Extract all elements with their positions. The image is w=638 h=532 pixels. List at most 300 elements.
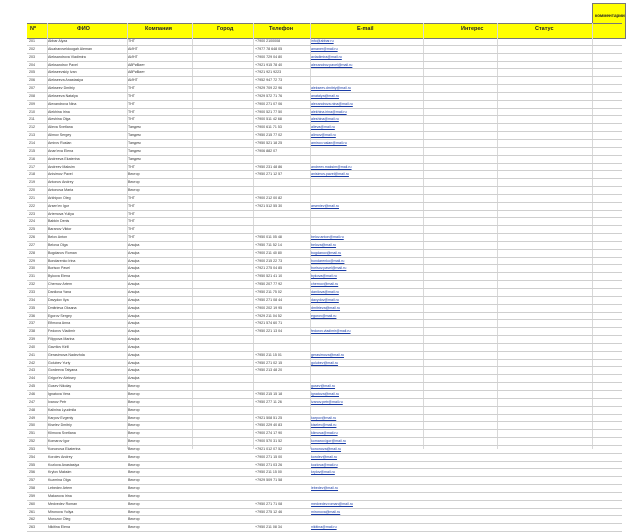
cell-company: Вектор bbox=[128, 399, 140, 404]
cell-name: Klimova Svetlana bbox=[48, 431, 76, 436]
cell-phone: +7950 271 12 57 bbox=[255, 172, 283, 177]
table-row[interactable] bbox=[27, 297, 622, 305]
cell-number: 249 bbox=[29, 415, 35, 420]
cell-company: Тандем bbox=[128, 156, 141, 161]
cell-email[interactable]: alekseev.dmitriy@mail.ru bbox=[311, 86, 351, 91]
cell-company: ТНТ bbox=[128, 227, 135, 232]
cell-phone: +7921 915 78 40 bbox=[255, 62, 283, 67]
table-row[interactable] bbox=[27, 477, 622, 485]
cell-company: Вектор bbox=[128, 446, 140, 451]
cell-number: 261 bbox=[29, 509, 35, 514]
cell-email[interactable]: krylov@mail.ru bbox=[311, 470, 335, 475]
cell-name: Danilova Yana bbox=[48, 290, 72, 294]
cell-name: Alekseeva Anastasiya bbox=[48, 78, 83, 83]
cell-name: Nikitina Elena bbox=[48, 525, 70, 530]
cell-phone: +7921 508 51 25 bbox=[255, 415, 283, 420]
cell-email[interactable]: amaner@mail.ru bbox=[311, 46, 338, 51]
cell-phone: +7950 215 15 18 bbox=[255, 391, 283, 396]
table-row[interactable] bbox=[27, 226, 622, 234]
cell-phone: +7950 521 41 10 bbox=[255, 274, 283, 279]
table-row[interactable] bbox=[27, 469, 622, 477]
cell-number: 239 bbox=[29, 337, 35, 342]
cell-name: Borisov Pavel bbox=[48, 266, 70, 271]
cell-email[interactable]: amirov.ruslan@mail.ru bbox=[311, 140, 347, 145]
cell-company: Вектор bbox=[128, 517, 140, 522]
table-row[interactable] bbox=[27, 281, 622, 289]
cell-company: ТНТ bbox=[128, 39, 135, 43]
cell-email[interactable]: komarov.igor@mail.ru bbox=[311, 439, 346, 444]
table-row[interactable] bbox=[27, 54, 622, 62]
table-row[interactable] bbox=[27, 109, 622, 117]
cell-number: 205 bbox=[29, 70, 35, 75]
cell-company: Альфа bbox=[128, 352, 140, 357]
table-row[interactable] bbox=[27, 179, 622, 187]
cell-phone: +7900 211 40 80 bbox=[255, 250, 282, 255]
cell-email[interactable]: info@abbar.ru bbox=[311, 39, 334, 43]
cell-number: 217 bbox=[29, 164, 35, 169]
header-row bbox=[27, 23, 622, 39]
cell-email[interactable]: alimov@mail.ru bbox=[311, 133, 336, 138]
cell-email[interactable]: andreev.maksim@mail.ru bbox=[311, 164, 352, 169]
cell-number: 255 bbox=[29, 462, 35, 467]
cell-phone: +7950 011 05 48 bbox=[255, 235, 282, 240]
cell-email[interactable]: golubev@mail.ru bbox=[311, 360, 339, 365]
cell-company: ТНТ bbox=[128, 109, 135, 114]
table-row[interactable] bbox=[27, 250, 622, 258]
cell-name: Arsen'ev Igor bbox=[48, 203, 70, 208]
cell-company: Вектор bbox=[128, 180, 140, 185]
cell-email[interactable]: alexandrova.nina@mail.ru bbox=[311, 101, 353, 106]
cell-number: 263 bbox=[29, 525, 35, 530]
cell-number: 222 bbox=[29, 203, 35, 208]
cell-number: 219 bbox=[29, 180, 35, 185]
cell-number: 224 bbox=[29, 219, 35, 224]
cell-phone: +7900 202 19 95 bbox=[255, 305, 283, 310]
cell-phone: +7900 511 42 68 bbox=[255, 117, 282, 122]
table-row[interactable] bbox=[27, 101, 622, 109]
cell-number: 214 bbox=[29, 140, 35, 145]
cell-email[interactable]: karpov@mail.ru bbox=[311, 415, 337, 420]
cell-name: Alexandrova Nina bbox=[48, 101, 77, 106]
table-row[interactable] bbox=[27, 524, 622, 532]
header-company[interactable]: Компания bbox=[145, 26, 173, 32]
cell-phone: +7929 709 22 96 bbox=[255, 86, 283, 91]
table-row[interactable] bbox=[27, 422, 622, 430]
cell-phone: +7950 211 75 02 bbox=[255, 290, 282, 294]
cell-name: Alekseeva Natalya bbox=[48, 93, 78, 98]
cell-number: 209 bbox=[29, 101, 35, 106]
cell-phone: +7921 275 04 85 bbox=[255, 266, 283, 271]
table-row[interactable] bbox=[27, 69, 622, 77]
cell-number: 232 bbox=[29, 282, 35, 287]
table-row[interactable] bbox=[27, 328, 622, 336]
cell-name: Grigor'ev Aleksey bbox=[48, 376, 76, 381]
cell-email[interactable]: dmitrieva@mail.ru bbox=[311, 305, 341, 310]
cell-company: Альфа bbox=[128, 321, 140, 326]
cell-phone: +7906 882 07 bbox=[255, 148, 278, 153]
cell-name: Medvedev Roman bbox=[48, 501, 78, 506]
table-body bbox=[27, 38, 622, 532]
cell-phone: +7929 572 71 76 bbox=[255, 93, 283, 98]
header-status[interactable]: Статус bbox=[535, 26, 554, 32]
table-row[interactable] bbox=[27, 446, 622, 454]
cell-number: 234 bbox=[29, 297, 35, 302]
cell-company: Вектор bbox=[128, 509, 140, 514]
cell-number: 235 bbox=[29, 305, 35, 310]
cell-number: 245 bbox=[29, 384, 35, 389]
table-row[interactable] bbox=[27, 438, 622, 446]
cell-email[interactable]: anisimov.pavel@mail.ru bbox=[311, 172, 349, 177]
table-row[interactable] bbox=[27, 116, 622, 124]
table-row[interactable] bbox=[27, 187, 622, 195]
cell-company: ТНТ bbox=[128, 164, 135, 169]
cell-name: Kalinina Lyudmila bbox=[48, 407, 77, 412]
cell-number: 262 bbox=[29, 517, 35, 522]
table-row[interactable] bbox=[27, 501, 622, 509]
cell-number: 260 bbox=[29, 501, 35, 506]
table-row[interactable] bbox=[27, 38, 622, 46]
cell-company: Альфа bbox=[128, 290, 140, 294]
cell-company: ТНТ bbox=[128, 203, 135, 208]
cell-phone: +7950 229 40 83 bbox=[255, 423, 283, 428]
cell-phone: +7950 215 77 02 bbox=[255, 133, 283, 138]
spreadsheet bbox=[27, 3, 625, 530]
cell-name: Gordeeva Tatyana bbox=[48, 368, 78, 373]
cell-name: Anisimov Pavel bbox=[48, 172, 73, 177]
cell-phone: +7900 271 07 06 bbox=[255, 101, 283, 106]
cell-number: 242 bbox=[29, 360, 35, 365]
table-row[interactable] bbox=[27, 375, 622, 383]
cell-phone: +7977 78 648 05 bbox=[255, 46, 283, 51]
header-number[interactable]: Nº bbox=[30, 26, 36, 32]
cell-number: 211 bbox=[29, 117, 35, 122]
table-row[interactable] bbox=[27, 399, 622, 407]
cell-name: Arkhipov Oleg bbox=[48, 195, 71, 200]
cell-company: АйРиВиет bbox=[128, 70, 145, 75]
cell-email[interactable]: bykova@mail.ru bbox=[311, 274, 337, 279]
table-row[interactable] bbox=[27, 46, 622, 54]
cell-company: Вектор bbox=[128, 486, 140, 491]
cell-name: Komarov Igor bbox=[48, 439, 70, 444]
cell-number: 257 bbox=[29, 478, 35, 483]
cell-company: ТНТ bbox=[128, 101, 135, 106]
cell-company: Альфа bbox=[128, 297, 140, 302]
cell-phone: +7900 271 15 00 bbox=[255, 454, 283, 459]
cell-name: Chernov Artem bbox=[48, 282, 72, 287]
cell-email[interactable]: kiselev@mail.ru bbox=[311, 423, 337, 428]
cell-phone: +7950 211 08 34 bbox=[255, 525, 282, 530]
cell-phone: +7950 207 77 92 bbox=[255, 282, 283, 287]
table-row[interactable] bbox=[27, 305, 622, 313]
table-row[interactable] bbox=[27, 124, 622, 132]
cell-email[interactable]: egorov@mail.ru bbox=[311, 313, 337, 318]
table-row[interactable] bbox=[27, 132, 622, 140]
table-row[interactable] bbox=[27, 430, 622, 438]
cell-name: Kononova Ekaterina bbox=[48, 446, 81, 451]
cell-company: Тандем bbox=[128, 140, 141, 145]
cell-phone: +7900 570 31 52 bbox=[255, 439, 283, 444]
cell-phone: +7900 212 00 82 bbox=[255, 195, 283, 200]
cell-phone: +7900 521 77 50 bbox=[255, 109, 283, 114]
cell-name: Kiselev Dmitriy bbox=[48, 423, 72, 428]
table-row[interactable] bbox=[27, 462, 622, 470]
cell-company: Вектор bbox=[128, 431, 140, 436]
cell-number: 204 bbox=[29, 62, 35, 67]
cell-company: Альфа bbox=[128, 337, 140, 342]
cell-company: АйРиВиет bbox=[128, 62, 145, 67]
cell-number: 246 bbox=[29, 391, 35, 396]
cell-number: 218 bbox=[29, 172, 35, 177]
cell-phone: +7900 729 04 80 bbox=[255, 54, 283, 59]
table-row[interactable] bbox=[27, 234, 622, 242]
cell-phone: +7950 271 71 08 bbox=[255, 501, 283, 506]
cell-company: Альфа bbox=[128, 329, 140, 334]
header-city[interactable]: Город bbox=[217, 26, 234, 32]
cell-name: Artemova Yuliya bbox=[48, 211, 74, 216]
cell-phone: +7900 611 71 53 bbox=[255, 125, 282, 130]
table-row[interactable] bbox=[27, 140, 622, 148]
cell-email[interactable]: mironova@mail.ru bbox=[311, 509, 341, 514]
cell-company: Альфа bbox=[128, 344, 140, 349]
table-row[interactable] bbox=[27, 265, 622, 273]
cell-name: Antonova Maria bbox=[48, 188, 74, 193]
cell-company: Альфа bbox=[128, 274, 140, 279]
cell-phone: +7950 521 18 25 bbox=[255, 140, 283, 145]
cell-company: ТНТ bbox=[128, 219, 135, 224]
cell-number: 253 bbox=[29, 446, 35, 451]
cell-name: Alieva Svetlana bbox=[48, 125, 73, 130]
cell-name: Aleshina Olga bbox=[48, 117, 71, 122]
cell-name: Davydov Ilya bbox=[48, 297, 69, 302]
cell-number: 241 bbox=[29, 352, 35, 357]
cell-name: Aleksandrova Vladimira bbox=[48, 54, 86, 59]
table-row[interactable] bbox=[27, 415, 622, 423]
cell-name: Karpov Evgeniy bbox=[48, 415, 74, 420]
cell-number: 227 bbox=[29, 242, 35, 247]
table-row[interactable] bbox=[27, 336, 622, 344]
cell-email[interactable]: gusev@mail.ru bbox=[311, 384, 336, 389]
cell-email[interactable]: ivanov.petr@mail.ru bbox=[311, 399, 343, 404]
header-phone[interactable]: Телефон bbox=[269, 26, 294, 32]
cell-company: Вектор bbox=[128, 470, 140, 475]
cell-name: Makarova Irina bbox=[48, 493, 72, 498]
cell-name: Alekseevskiy Ivan bbox=[48, 70, 77, 75]
cell-name: Bondarenko Irina bbox=[48, 258, 76, 263]
table-row[interactable] bbox=[27, 171, 622, 179]
cell-email[interactable]: nikitina@mail.ru bbox=[311, 525, 337, 530]
cell-number: 208 bbox=[29, 93, 35, 98]
cell-name: Belova Olga bbox=[48, 242, 68, 247]
cell-email[interactable]: bondarenko@mail.ru bbox=[311, 258, 345, 263]
cell-email[interactable]: bogdanov@mail.ru bbox=[311, 250, 342, 255]
cell-email[interactable]: korolev@mail.ru bbox=[311, 454, 338, 459]
cell-email[interactable]: alexandrov.pavel@mail.ru bbox=[311, 62, 353, 67]
cell-name: Filippova Marina bbox=[48, 337, 75, 342]
table-row[interactable] bbox=[27, 164, 622, 172]
table-row[interactable] bbox=[27, 407, 622, 415]
table-row[interactable] bbox=[27, 485, 622, 493]
table-row[interactable] bbox=[27, 273, 622, 281]
table-row[interactable] bbox=[27, 85, 622, 93]
cell-company: Тандем bbox=[128, 148, 141, 153]
table-row[interactable] bbox=[27, 367, 622, 375]
cell-company: ТНТ bbox=[128, 117, 135, 122]
table-row[interactable] bbox=[27, 258, 622, 266]
cell-phone: +7921 512 55 30 bbox=[255, 203, 283, 208]
cell-number: 247 bbox=[29, 399, 35, 404]
table-row[interactable] bbox=[27, 62, 622, 70]
cell-phone: +7950 213 48 20 bbox=[255, 368, 283, 373]
cell-company: Вектор bbox=[128, 525, 140, 530]
cell-phone: +7921 574 60 71 bbox=[255, 321, 283, 326]
cell-number: 201 bbox=[29, 39, 35, 43]
cell-name: Andreev Maksim bbox=[48, 164, 75, 169]
cell-company: Вектор bbox=[128, 415, 140, 420]
cell-phone: +7929 509 71 58 bbox=[255, 478, 283, 483]
cell-company: Вектор bbox=[128, 391, 140, 396]
cell-number: 236 bbox=[29, 313, 35, 318]
table-row[interactable] bbox=[27, 211, 622, 219]
cell-email[interactable]: borisov.pavel@mail.ru bbox=[311, 266, 347, 271]
cell-name: Gusev Nikolay bbox=[48, 384, 72, 389]
table-row[interactable] bbox=[27, 156, 622, 164]
cell-name: Bogdanov Roman bbox=[48, 250, 77, 255]
cell-email[interactable]: anatalya@mail.ru bbox=[311, 93, 340, 98]
table-row[interactable] bbox=[27, 383, 622, 391]
header-name[interactable]: ФИО bbox=[77, 26, 90, 32]
cell-number: 238 bbox=[29, 329, 35, 334]
cell-name: Lebedev Artem bbox=[48, 486, 73, 491]
cell-name: Kuzmina Olga bbox=[48, 478, 71, 483]
table-row[interactable] bbox=[27, 148, 622, 156]
cell-company: Вектор bbox=[128, 188, 140, 193]
header-interest[interactable]: Интерес bbox=[461, 26, 484, 32]
table-row[interactable] bbox=[27, 77, 622, 85]
cell-phone: +7950 711 52 14 bbox=[255, 242, 282, 247]
cell-number: 230 bbox=[29, 266, 35, 271]
cell-email[interactable]: klimova@mail.ru bbox=[311, 431, 338, 436]
cell-email[interactable]: avladimira@mail.ru bbox=[311, 54, 342, 59]
cell-email[interactable]: davydov@mail.ru bbox=[311, 297, 339, 302]
table-row[interactable] bbox=[27, 344, 622, 352]
cell-number: 248 bbox=[29, 407, 35, 412]
table-row[interactable] bbox=[27, 313, 622, 321]
table-row[interactable] bbox=[27, 320, 622, 328]
cell-name: Ivanov Petr bbox=[48, 399, 67, 404]
table-row[interactable] bbox=[27, 218, 622, 226]
cell-company: Тандем bbox=[128, 125, 141, 130]
cell-name: Andreeva Ekaterina bbox=[48, 156, 80, 161]
cell-number: 250 bbox=[29, 423, 35, 428]
table-row[interactable] bbox=[27, 391, 622, 399]
cell-email[interactable]: kozlova@mail.ru bbox=[311, 462, 338, 467]
table-row[interactable] bbox=[27, 93, 622, 101]
table-row[interactable] bbox=[27, 516, 622, 524]
cell-company: Альфа bbox=[128, 250, 140, 255]
cell-name: Abbar Alyza bbox=[48, 39, 68, 43]
cell-phone: +7929 211 04 52 bbox=[255, 313, 282, 318]
cell-number: 220 bbox=[29, 188, 35, 193]
cell-phone: +7950 271 02 15 bbox=[255, 360, 283, 365]
cell-name: Antonov Andrey bbox=[48, 180, 74, 185]
cell-number: 256 bbox=[29, 470, 35, 475]
cell-number: 207 bbox=[29, 86, 35, 91]
cell-company: Тандем bbox=[128, 133, 141, 138]
cell-email[interactable]: gerasimova@mail.ru bbox=[311, 352, 345, 357]
cell-company: Вектор bbox=[128, 407, 140, 412]
cell-email[interactable]: belova@mail.ru bbox=[311, 242, 337, 247]
cell-company: Альфа bbox=[128, 368, 140, 373]
cell-name: Bykova Elena bbox=[48, 274, 70, 279]
cell-phone: +7921 921 9223 bbox=[255, 70, 282, 75]
cell-phone: +7950 231 48 86 bbox=[255, 164, 283, 169]
cell-company: Альфа bbox=[128, 258, 140, 263]
cell-email[interactable]: lebedev@mail.ru bbox=[311, 486, 339, 491]
cell-number: 216 bbox=[29, 156, 35, 161]
header-email[interactable]: E-mail bbox=[357, 26, 374, 32]
cell-name: Aleksandrov Pavel bbox=[48, 62, 78, 67]
cell-company: ТНТ bbox=[128, 86, 135, 91]
cell-email[interactable]: alekhina.irina@mail.ru bbox=[311, 109, 347, 114]
cell-phone: +7950 275 12 46 bbox=[255, 509, 283, 514]
cell-email[interactable]: fedorov.vladimir@mail.ru bbox=[311, 329, 351, 334]
cell-name: Babkin Denis bbox=[48, 219, 70, 224]
cell-name: Fedorov Vladimir bbox=[48, 329, 76, 334]
cell-email[interactable]: alieva@mail.ru bbox=[311, 125, 335, 130]
cell-email[interactable]: medvedev.roman@mail.ru bbox=[311, 501, 353, 506]
cell-email[interactable]: arseniev@mail.ru bbox=[311, 203, 340, 208]
table-row[interactable] bbox=[27, 242, 622, 250]
cell-email[interactable]: kononova@mail.ru bbox=[311, 446, 342, 451]
cell-number: 240 bbox=[29, 344, 35, 349]
cell-name: Amirov Ruslan bbox=[48, 140, 72, 145]
cell-company: АИНТ bbox=[128, 46, 138, 51]
cell-phone: +7921 012 07 52 bbox=[255, 446, 283, 451]
cell-number: 243 bbox=[29, 368, 35, 373]
cell-number: 244 bbox=[29, 376, 35, 381]
cell-company: Альфа bbox=[128, 313, 140, 318]
cell-number: 225 bbox=[29, 227, 35, 232]
cell-email[interactable]: aleshina@mail.ru bbox=[311, 117, 339, 122]
table-row[interactable] bbox=[27, 352, 622, 360]
cell-name: Kozlova Anastasiya bbox=[48, 462, 80, 467]
cell-number: 251 bbox=[29, 431, 35, 436]
table-row[interactable] bbox=[27, 203, 622, 211]
cell-email[interactable]: danilova@mail.ru bbox=[311, 290, 339, 294]
cell-name: Dmitrieva Oksana bbox=[48, 305, 77, 310]
cell-phone: +7900 274 17 90 bbox=[255, 431, 283, 436]
cell-number: 215 bbox=[29, 148, 35, 153]
cell-name: Gavrilov Kirill bbox=[48, 344, 69, 349]
cell-name: Belov Anton bbox=[48, 235, 68, 240]
table-row[interactable] bbox=[27, 493, 622, 501]
cell-email[interactable]: chernov@mail.ru bbox=[311, 282, 339, 287]
cell-email[interactable]: belov.anton@mail.ru bbox=[311, 235, 344, 240]
cell-name: Golubev Yuriy bbox=[48, 360, 71, 365]
table-row[interactable] bbox=[27, 454, 622, 462]
cell-number: 226 bbox=[29, 235, 35, 240]
cell-number: 221 bbox=[29, 195, 35, 200]
table-row[interactable] bbox=[27, 509, 622, 517]
table-row[interactable] bbox=[27, 195, 622, 203]
cell-email[interactable]: ignatova@mail.ru bbox=[311, 391, 340, 396]
table-row[interactable] bbox=[27, 360, 622, 368]
table-row[interactable] bbox=[27, 289, 622, 297]
cell-phone: +7950 211 15 00 bbox=[255, 470, 282, 475]
cell-company: Вектор bbox=[128, 462, 140, 467]
cell-company: ТНТ bbox=[128, 211, 135, 216]
cell-company: Вектор bbox=[128, 439, 140, 444]
